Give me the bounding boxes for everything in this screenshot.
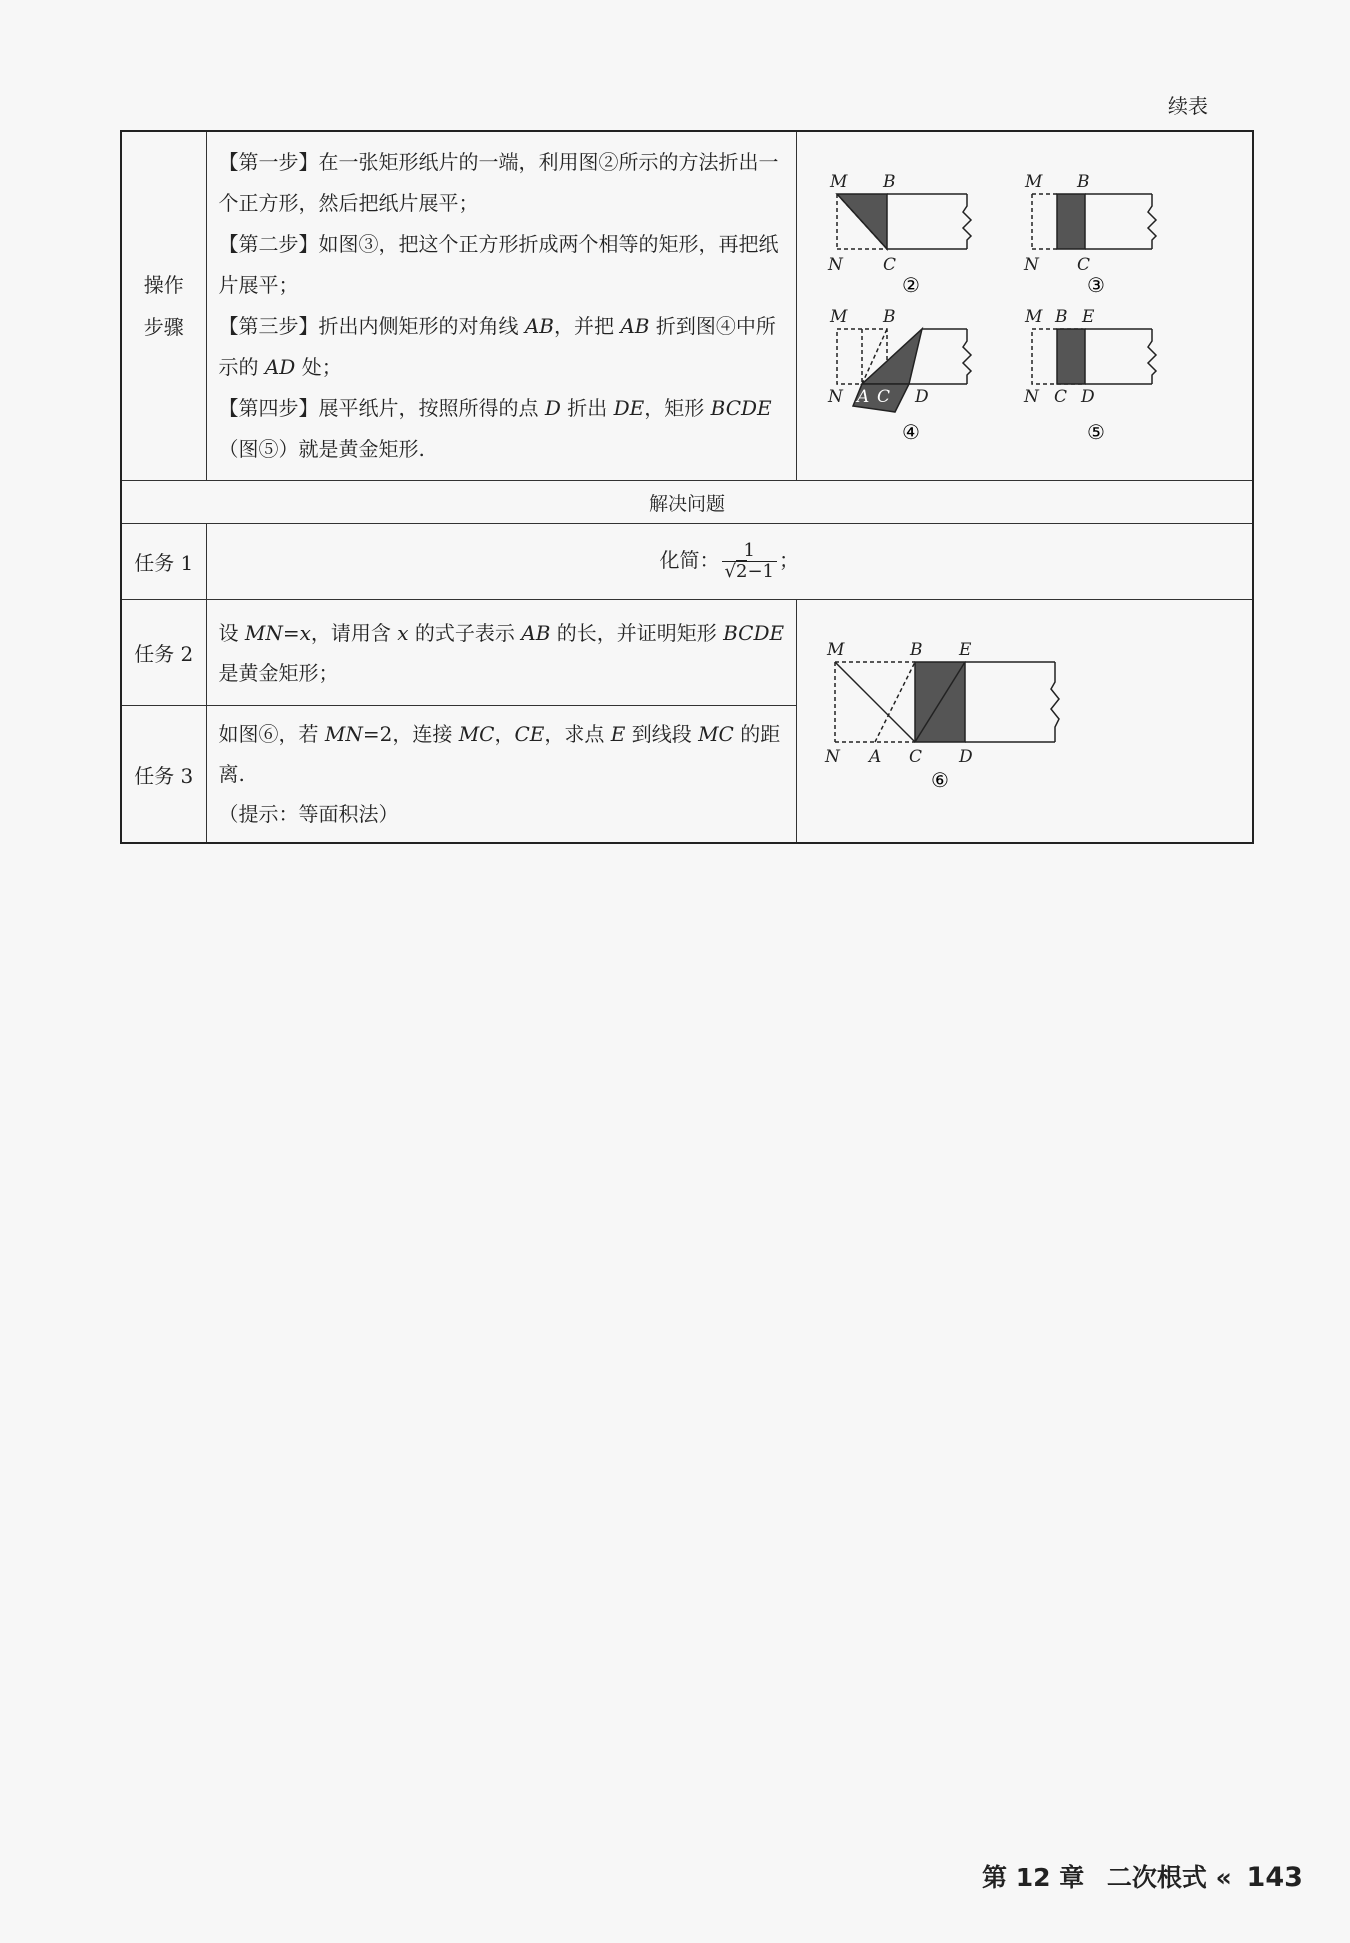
footer-arrow-icon: «: [1215, 1863, 1232, 1892]
figure-5: [1032, 329, 1156, 384]
footer-chapter: 第 12 章: [982, 1863, 1085, 1892]
operation-figures: [796, 131, 1253, 481]
fig6-label-A: A: [868, 746, 882, 767]
fig2-label-M: M: [829, 172, 848, 192]
operation-label: 操作 步骤: [121, 131, 206, 481]
task3-hint: （提示：等面积法）: [218, 802, 399, 826]
fig6-label-C: C: [908, 746, 922, 767]
fig3-label-N: N: [1023, 255, 1039, 275]
fig2-label-B: B: [882, 172, 896, 192]
fig6-label-D: D: [958, 746, 973, 767]
step-2: 【第二步】如图③，把这个正方形折成两个相等的矩形，再把纸片展平；: [218, 232, 779, 297]
fig6-label-E: E: [958, 639, 972, 660]
fig3-label-C: C: [1076, 255, 1090, 275]
step-1: 【第一步】在一张矩形纸片的一端，利用图②所示的方法折出一个正方形，然后把纸片展平；: [218, 150, 779, 215]
task1-fraction: $\frac{1}{√2-1}$: [722, 541, 777, 582]
task1-label: 任务 1: [121, 524, 206, 600]
figure-6-svg: [797, 617, 1252, 822]
step-4: 【第四步】展平纸片，按照所得的点 D 折出 DE，矩形 BCDE（图⑤）就是黄金矩形.: [218, 396, 772, 461]
fig5-label-B: B: [1054, 307, 1068, 327]
folding-figures-svg: [797, 134, 1252, 474]
task1-content: 化简： $\frac{1}{√2-1}$ ；: [206, 524, 1253, 600]
fig4-label-M: M: [829, 307, 848, 327]
fig4-caption: ④: [901, 420, 920, 444]
fig4-label-A: A: [856, 387, 870, 407]
worksheet-table: [120, 130, 1254, 844]
fig5-label-C: C: [1053, 387, 1067, 407]
fig6-caption: ⑥: [930, 767, 949, 792]
fig3-label-M: M: [1024, 172, 1043, 192]
fig4-label-C: C: [876, 387, 890, 407]
fig2-caption: ②: [901, 273, 920, 297]
fig2-label-N: N: [827, 255, 843, 275]
fig4-label-N: N: [827, 387, 843, 407]
fig5-label-M: M: [1024, 307, 1043, 327]
operation-steps: [206, 131, 796, 481]
figure-6: [835, 662, 1059, 742]
fig4-label-D: D: [914, 387, 929, 407]
footer-title: 二次根式: [1106, 1863, 1207, 1892]
continued-label: 续表: [1168, 94, 1208, 118]
fig5-label-N: N: [1023, 387, 1039, 407]
step-3: 【第三步】折出内侧矩形的对角线 AB，并把 AB 折到图④中所示的 AD 处；: [218, 314, 776, 379]
task2-label: 任务 2: [121, 600, 206, 706]
task2-content: 设 MN=x，请用含 x 的式子表示 AB 的长，并证明矩形 BCDE 是黄金矩形；: [206, 600, 796, 706]
page-number: 143: [1246, 1862, 1303, 1893]
figure-3: [1032, 194, 1156, 249]
fig3-label-B: B: [1076, 172, 1090, 192]
fig6-label-N: N: [824, 746, 840, 767]
fig6-label-B: B: [909, 639, 923, 660]
fig5-label-D: D: [1080, 387, 1095, 407]
task3-content: 如图⑥，若 MN=2，连接 MC，CE，求点 E 到线段 MC 的距离. （提示：等面积法）: [206, 706, 796, 844]
task3-label: 任务 3: [121, 706, 206, 844]
page-footer: [982, 1858, 1303, 1894]
fig3-caption: ③: [1086, 273, 1105, 297]
fig2-label-C: C: [882, 255, 896, 275]
figure-2: [837, 194, 971, 249]
fig5-label-E: E: [1081, 307, 1095, 327]
fig4-label-B: B: [882, 307, 896, 327]
fig6-label-M: M: [826, 639, 845, 660]
figure-6-cell: [796, 600, 1253, 844]
fig5-caption: ⑤: [1086, 420, 1105, 444]
solve-problems-title: 解决问题: [121, 481, 1253, 524]
